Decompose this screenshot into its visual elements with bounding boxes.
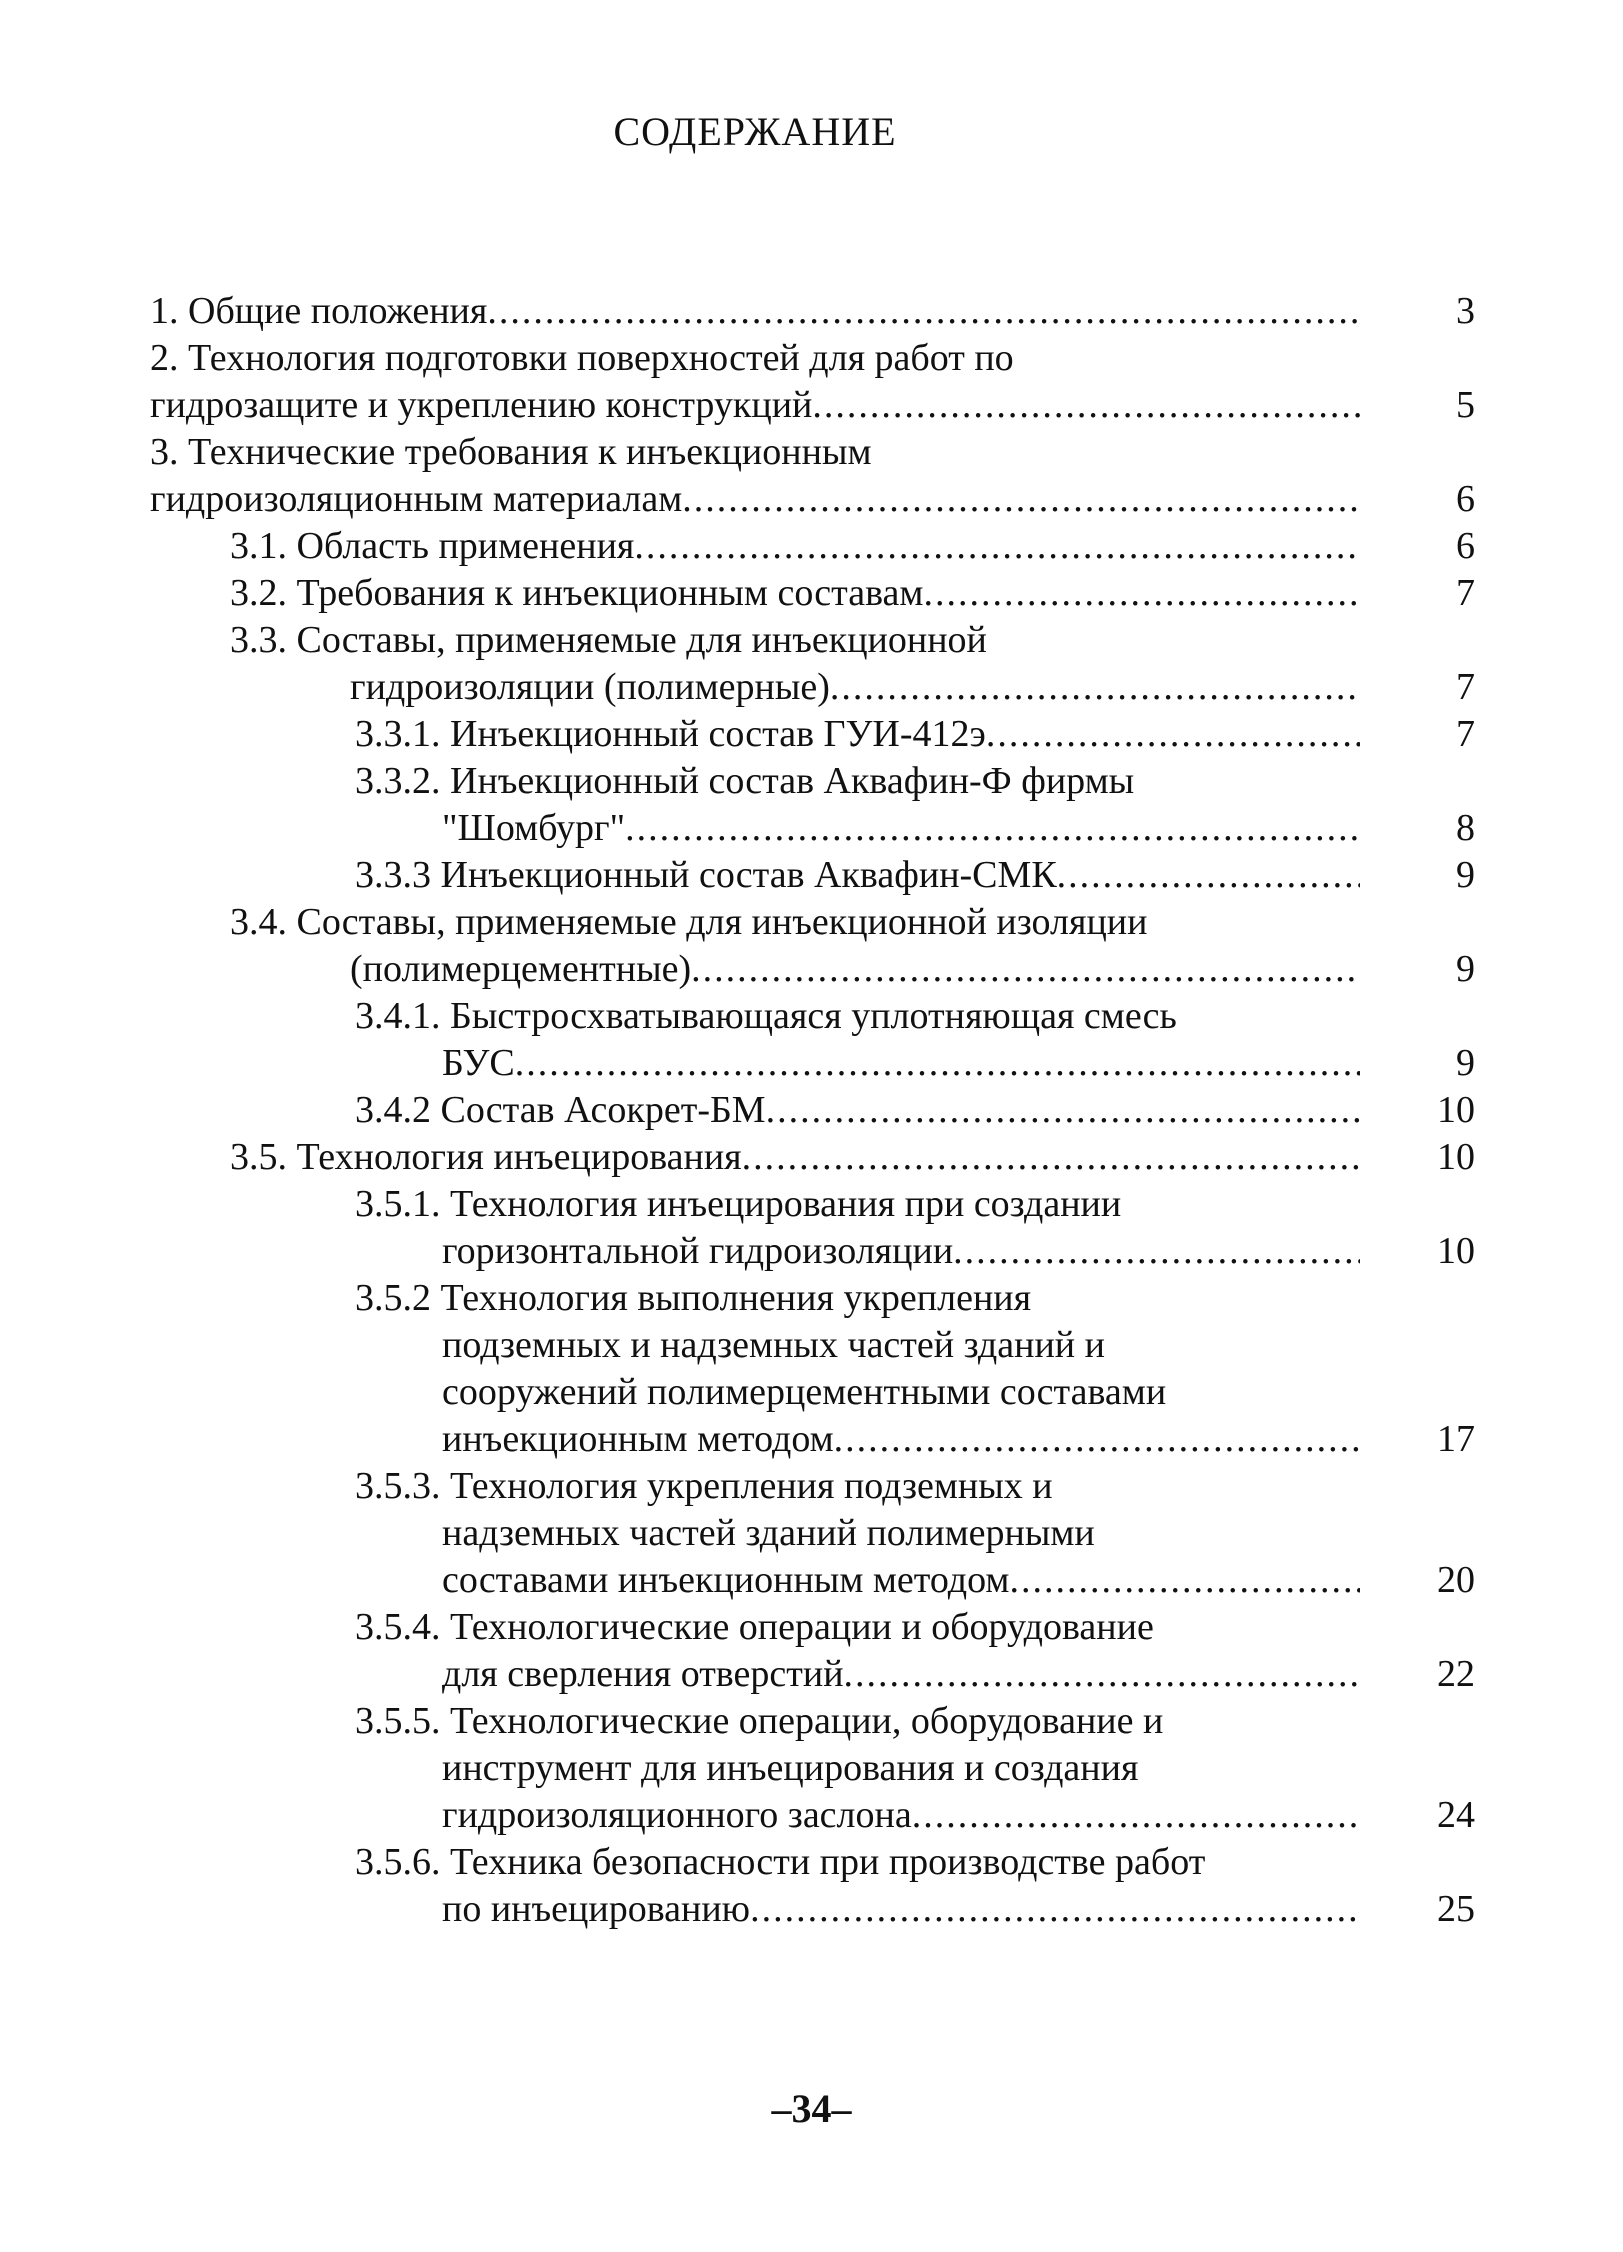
toc-entry-text: [230, 899, 1360, 993]
toc-entry-text: [355, 1181, 1360, 1275]
toc-page-number: 7: [1456, 713, 1475, 755]
toc-entry-line: 3. Технические требования к инъекционным: [150, 431, 872, 473]
toc-entry-line: 3.3.2. Инъекционный состав Аквафин-Ф фирмы: [355, 760, 1135, 802]
toc-entry[interactable]: [150, 758, 1475, 852]
toc-entry-label: гидроизоляционного заслона: [442, 1794, 912, 1836]
toc-entry-text: [355, 1275, 1360, 1463]
toc-entry-label: инъекционным методом: [442, 1418, 834, 1460]
toc-entry-label: для сверления отверстий: [442, 1653, 844, 1695]
dot-leader: [986, 711, 1360, 758]
toc-entry-label: гидроизоляционным материалам: [150, 478, 683, 520]
table-of-contents: [150, 288, 1475, 1933]
toc-page-number: 6: [1456, 478, 1475, 520]
toc-entry-line: 3.5.2 Технология выполнения укрепления: [355, 1277, 1032, 1319]
toc-page-number: 20: [1437, 1559, 1475, 1601]
dot-leader: [691, 946, 1360, 993]
toc-entry-text: [230, 1134, 1360, 1181]
toc-entry-text: [355, 1604, 1360, 1698]
toc-page-number: 6: [1456, 525, 1475, 567]
toc-entry-label: составами инъекционным методом: [442, 1559, 1010, 1601]
toc-entry-line: 3.5.1. Технология инъецирования при создании: [355, 1183, 1122, 1225]
toc-entry-line: 3.3. Составы, применяемые для инъекционной: [230, 619, 987, 661]
toc-entry-text: [150, 288, 1360, 335]
toc-entry-text: [355, 852, 1360, 899]
dot-leader: [634, 523, 1360, 570]
toc-entry-text: [355, 1698, 1360, 1839]
toc-entry[interactable]: [150, 1463, 1475, 1604]
toc-entry-line: 3.5.4. Технологические операции и оборудование: [355, 1606, 1154, 1648]
toc-entry-line: сооружений полимерцементными составами: [442, 1371, 1167, 1413]
toc-entry-text: [150, 335, 1360, 429]
toc-page-number: 7: [1456, 572, 1475, 614]
toc-entry[interactable]: [150, 617, 1475, 711]
toc-entry-line: 3.5.6. Техника безопасности при производстве работ: [355, 1841, 1206, 1883]
dot-leader: [682, 476, 1360, 523]
toc-entry-text: [355, 1839, 1360, 1933]
page-heading: СОДЕРЖАНИЕ: [613, 109, 897, 154]
toc-entry[interactable]: [150, 711, 1475, 758]
toc-entry[interactable]: [150, 1839, 1475, 1933]
toc-entry-line: подземных и надземных частей зданий и: [442, 1324, 1105, 1366]
toc-entry[interactable]: [150, 523, 1475, 570]
toc-entry-line: 3.5.5. Технологические операции, оборудование и: [355, 1700, 1164, 1742]
toc-entry-text: [230, 523, 1360, 570]
dot-leader: [1057, 852, 1360, 899]
toc-entry-label: по инъецированию: [442, 1888, 751, 1930]
toc-entry-line: 3.4.1. Быстросхватывающаяся уплотняющая смесь: [355, 995, 1177, 1037]
toc-page-number: 5: [1456, 384, 1475, 426]
toc-entry[interactable]: [150, 852, 1475, 899]
toc-entry-text: [230, 617, 1360, 711]
toc-page-number: 7: [1456, 666, 1475, 708]
dot-leader: [834, 1416, 1360, 1463]
toc-entry-label: 3.4.2 Состав Асокрет-БМ: [355, 1089, 766, 1131]
toc-entry-line: надземных частей зданий полимерными: [442, 1512, 1095, 1554]
toc-page-number: 10: [1437, 1136, 1475, 1178]
toc-entry-label: 1. Общие положения: [150, 290, 488, 332]
toc-entry-label: 3.3.1. Инъекционный состав ГУИ-412э: [355, 713, 986, 755]
toc-entry-text: [355, 1087, 1360, 1134]
toc-entry[interactable]: [150, 1604, 1475, 1698]
dot-leader: [830, 664, 1360, 711]
toc-entry-label: БУС: [442, 1042, 515, 1084]
toc-entry-text: [150, 429, 1360, 523]
toc-entry[interactable]: [150, 1698, 1475, 1839]
toc-entry-label: гидрозащите и укреплению конструкций: [150, 384, 813, 426]
toc-entry-label: горизонтальной гидроизоляции: [442, 1230, 954, 1272]
dot-leader: [953, 1228, 1360, 1275]
toc-entry[interactable]: [150, 1275, 1475, 1463]
toc-entry-label: 3.3.3 Инъекционный состав Аквафин-СМК: [355, 854, 1057, 896]
toc-page-number: 10: [1437, 1230, 1475, 1272]
dot-leader: [812, 382, 1360, 429]
toc-entry-line: 2. Технология подготовки поверхностей для работ по: [150, 337, 1014, 379]
toc-entry-text: [355, 711, 1360, 758]
toc-page-number: 22: [1437, 1653, 1475, 1695]
toc-entry-line: 3.5.3. Технология укрепления подземных и: [355, 1465, 1053, 1507]
dot-leader: [625, 805, 1360, 852]
toc-entry[interactable]: [150, 570, 1475, 617]
toc-entry[interactable]: [150, 993, 1475, 1087]
toc-entry[interactable]: [150, 429, 1475, 523]
toc-page-number: 9: [1456, 854, 1475, 896]
toc-entry[interactable]: [150, 1181, 1475, 1275]
toc-page-number: 9: [1456, 1042, 1475, 1084]
dot-leader: [487, 288, 1360, 335]
dot-leader: [1009, 1557, 1360, 1604]
toc-page-number: 25: [1437, 1888, 1475, 1930]
dot-leader: [844, 1651, 1360, 1698]
toc-entry[interactable]: [150, 1134, 1475, 1181]
toc-entry-label: 3.5. Технология инъецирования: [230, 1136, 742, 1178]
dot-leader: [750, 1886, 1360, 1933]
page-number: –34–: [771, 2086, 852, 2131]
dot-leader: [742, 1134, 1360, 1181]
toc-entry-text: [355, 1463, 1360, 1604]
toc-entry-label: "Шомбург": [442, 807, 626, 849]
dot-leader: [766, 1087, 1360, 1134]
dot-leader: [515, 1040, 1360, 1087]
toc-entry-line: 3.4. Составы, применяемые для инъекционной изоляции: [230, 901, 1148, 943]
toc-entry-label: (полимерцементные): [350, 948, 692, 990]
toc-page-number: 24: [1437, 1794, 1475, 1836]
toc-page-number: 9: [1456, 948, 1475, 990]
toc-entry[interactable]: [150, 1087, 1475, 1134]
toc-entry[interactable]: [150, 335, 1475, 429]
toc-entry-label: 3.2. Требования к инъекционным составам: [230, 572, 924, 614]
toc-entry-text: [230, 570, 1360, 617]
toc-page-number: 10: [1437, 1089, 1475, 1131]
dot-leader: [923, 570, 1360, 617]
toc-entry[interactable]: [150, 288, 1475, 335]
dot-leader: [912, 1792, 1360, 1839]
toc-entry-line: инструмент для инъецирования и создания: [442, 1747, 1139, 1789]
toc-page-number: 17: [1437, 1418, 1475, 1460]
toc-entry-label: гидроизоляции (полимерные): [350, 666, 830, 708]
toc-entry[interactable]: [150, 899, 1475, 993]
toc-page-number: 8: [1456, 807, 1475, 849]
toc-entry-text: [355, 758, 1360, 852]
toc-page-number: 3: [1456, 290, 1475, 332]
toc-entry-label: 3.1. Область применения: [230, 525, 635, 567]
toc-entry-text: [355, 993, 1360, 1087]
